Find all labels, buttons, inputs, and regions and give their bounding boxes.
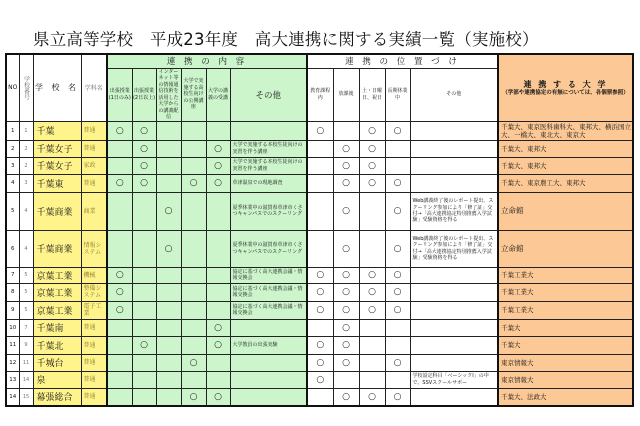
row-content-5: ○ xyxy=(206,157,230,174)
row-position-2: ○ xyxy=(333,267,359,283)
row-content-5 xyxy=(206,230,230,267)
row-school-name: 京葉工業 xyxy=(33,267,81,283)
header-position-section: 連 携 の 位 置 づ け xyxy=(307,54,498,68)
row-content-3 xyxy=(156,121,181,140)
row-content-other xyxy=(230,371,307,388)
row-content-2: ○ xyxy=(132,157,156,174)
row-content-1 xyxy=(107,388,132,406)
row-department: 家政 xyxy=(81,157,107,174)
row-content-3 xyxy=(156,140,181,157)
row-no: 9 xyxy=(6,301,19,319)
header-content-col-2: 出張授業(2日以上) xyxy=(132,68,156,121)
row-position-other: Web講義終了後のレポート提出、スクーリング参加により「修了証」交付→「高大連携協定特別推薦入学試験」受験資格を得る xyxy=(410,230,498,267)
row-content-other: 大学で実施する本校生徒向けの実習を伴う講座 xyxy=(230,140,307,157)
row-position-1 xyxy=(307,388,333,406)
row-position-other xyxy=(410,267,498,283)
row-university: 東京情報大 xyxy=(498,371,633,388)
header-content-col-5: 大学の講義の受講 xyxy=(206,68,230,121)
row-school-name: 千城台 xyxy=(33,354,81,371)
header-no: NO xyxy=(6,54,19,121)
row-school-number: 11 xyxy=(19,354,33,371)
row-position-1: ○ xyxy=(307,301,333,319)
row-school-name: 千葉 xyxy=(33,121,81,140)
row-position-3: ○ xyxy=(359,140,385,157)
row-position-3 xyxy=(359,371,385,388)
row-content-4 xyxy=(181,301,206,319)
row-no: 5 xyxy=(6,192,19,230)
row-position-3 xyxy=(359,192,385,230)
page-title: 県立高等学校 平成23年度 高大連携に関する実績一覧（実施校） xyxy=(33,30,539,49)
row-content-2 xyxy=(132,283,156,301)
row-school-name: 千葉商業 xyxy=(33,192,81,230)
table-row xyxy=(6,140,633,157)
row-no: 2 xyxy=(6,140,19,157)
row-position-4 xyxy=(385,336,410,354)
row-position-4: ○ xyxy=(385,267,410,283)
header-position-col-3: 土・日曜日、祝日 xyxy=(359,68,385,121)
row-content-other xyxy=(230,388,307,406)
row-position-4: ○ xyxy=(385,354,410,371)
row-department: 普通 xyxy=(81,140,107,157)
row-content-1: ○ xyxy=(107,174,132,192)
row-department: 情報システム xyxy=(81,230,107,267)
row-position-2: ○ xyxy=(333,388,359,406)
row-department: 普通 xyxy=(81,388,107,406)
header-department: 学科名 xyxy=(81,54,107,121)
row-position-3 xyxy=(359,319,385,336)
row-university: 千葉工業大 xyxy=(498,283,633,301)
row-content-4 xyxy=(181,319,206,336)
row-position-4: ○ xyxy=(385,301,410,319)
row-school-number: 7 xyxy=(19,319,33,336)
row-position-2: ○ xyxy=(333,301,359,319)
row-content-4 xyxy=(181,192,206,230)
row-position-3: ○ xyxy=(359,301,385,319)
row-school-number: 5 xyxy=(19,283,33,301)
row-content-5 xyxy=(206,283,230,301)
header-university: 連 携 す る 大 学 （学部や連携協定の有無については、各個票参照） xyxy=(498,54,633,121)
header-school-number: 学校番号 xyxy=(19,54,33,121)
row-content-1: ○ xyxy=(107,121,132,140)
row-content-other xyxy=(230,121,307,140)
row-content-3 xyxy=(156,301,181,319)
row-content-1: ○ xyxy=(107,267,132,283)
row-department: 普通 xyxy=(81,354,107,371)
row-position-4: ○ xyxy=(385,192,410,230)
row-position-2: ○ xyxy=(333,336,359,354)
row-position-1 xyxy=(307,230,333,267)
row-content-1 xyxy=(107,354,132,371)
row-position-4: ○ xyxy=(385,388,410,406)
row-position-4 xyxy=(385,140,410,157)
row-content-3: ○ xyxy=(156,230,181,267)
table-row xyxy=(6,336,633,354)
row-department: 普通 xyxy=(81,174,107,192)
row-position-1 xyxy=(307,319,333,336)
row-position-other xyxy=(410,283,498,301)
row-position-other xyxy=(410,174,498,192)
row-position-other xyxy=(410,121,498,140)
row-content-3 xyxy=(156,336,181,354)
row-position-1: ○ xyxy=(307,336,333,354)
row-content-4 xyxy=(181,157,206,174)
row-position-4: ○ xyxy=(385,121,410,140)
row-position-3: ○ xyxy=(359,157,385,174)
row-no: 3 xyxy=(6,157,19,174)
row-content-3 xyxy=(156,267,181,283)
row-content-3 xyxy=(156,283,181,301)
row-school-number: 2 xyxy=(19,140,33,157)
row-content-5: ○ xyxy=(206,140,230,157)
row-no: 8 xyxy=(6,283,19,301)
row-content-5 xyxy=(206,371,230,388)
row-department: 電子工業 xyxy=(81,301,107,319)
row-position-3: ○ xyxy=(359,388,385,406)
header-content-col-4: 大学で実施する高校生向けの公開講座 xyxy=(181,68,206,121)
row-position-1 xyxy=(307,192,333,230)
row-position-3: ○ xyxy=(359,283,385,301)
table-row xyxy=(6,157,633,174)
row-position-2: ○ xyxy=(333,174,359,192)
header-position-col-1: 教育課程内 xyxy=(307,68,333,121)
row-position-other xyxy=(410,319,498,336)
row-content-other: 大学教員の出張実験 xyxy=(230,336,307,354)
row-content-4 xyxy=(181,336,206,354)
row-university: 東京情報大 xyxy=(498,354,633,371)
table-row xyxy=(6,267,633,283)
row-content-1 xyxy=(107,371,132,388)
row-content-1: ○ xyxy=(107,283,132,301)
row-school-name: 千葉女子 xyxy=(33,157,81,174)
table-row xyxy=(6,230,633,267)
row-position-other xyxy=(410,301,498,319)
row-school-number: 3 xyxy=(19,174,33,192)
row-content-3 xyxy=(156,174,181,192)
row-university: 千葉工業大 xyxy=(498,301,633,319)
row-position-other: 学校設定科目「ベーシックⅠ」の中で、SSVスクールサポー xyxy=(410,371,498,388)
row-position-other xyxy=(410,140,498,157)
row-position-2: ○ xyxy=(333,157,359,174)
header-content-col-1: 出張授業(1日のみ) xyxy=(107,68,132,121)
row-content-1 xyxy=(107,140,132,157)
row-content-5 xyxy=(206,354,230,371)
row-position-1: ○ xyxy=(307,354,333,371)
row-school-number: 2 xyxy=(19,157,33,174)
row-position-4: ○ xyxy=(385,230,410,267)
row-content-other xyxy=(230,319,307,336)
row-position-2 xyxy=(333,121,359,140)
row-department: 普通 xyxy=(81,371,107,388)
row-content-1 xyxy=(107,230,132,267)
table-row xyxy=(6,121,633,140)
row-university: 立命館 xyxy=(498,192,633,230)
row-department: 機械 xyxy=(81,267,107,283)
row-position-other xyxy=(410,388,498,406)
row-position-4 xyxy=(385,157,410,174)
row-school-number: 5 xyxy=(19,267,33,283)
row-position-3 xyxy=(359,354,385,371)
row-university: 千葉大 xyxy=(498,319,633,336)
row-content-other xyxy=(230,354,307,371)
row-position-1: ○ xyxy=(307,121,333,140)
row-position-2: ○ xyxy=(333,354,359,371)
row-school-name: 千葉商業 xyxy=(33,230,81,267)
row-content-4 xyxy=(181,283,206,301)
row-no: 6 xyxy=(6,230,19,267)
row-department: 商業 xyxy=(81,192,107,230)
row-content-1 xyxy=(107,192,132,230)
row-school-number: 9 xyxy=(19,336,33,354)
table-row xyxy=(6,371,633,388)
table-row xyxy=(6,192,633,230)
header-position-col-other: その他 xyxy=(410,68,498,121)
row-school-number: 5 xyxy=(19,301,33,319)
row-school-name: 幕張総合 xyxy=(33,388,81,406)
row-position-3 xyxy=(359,230,385,267)
row-content-5: ○ xyxy=(206,319,230,336)
row-position-2: ○ xyxy=(333,283,359,301)
row-no: 1 xyxy=(6,121,19,140)
row-content-1 xyxy=(107,336,132,354)
row-university: 千葉大、東邦大 xyxy=(498,140,633,157)
row-content-5 xyxy=(206,121,230,140)
row-content-2 xyxy=(132,230,156,267)
row-content-5: ○ xyxy=(206,388,230,406)
row-school-number: 4 xyxy=(19,230,33,267)
row-position-1 xyxy=(307,140,333,157)
row-school-name: 泉 xyxy=(33,371,81,388)
row-position-other xyxy=(410,354,498,371)
header-position-col-2: 放課後 xyxy=(333,68,359,121)
row-content-5 xyxy=(206,192,230,230)
row-content-3: ○ xyxy=(156,192,181,230)
row-position-other: Web講義終了後のレポート提出、スクーリング参加により「修了証」交付→「高大連携協定特別推薦入学試験」受験資格を得る xyxy=(410,192,498,230)
row-content-2: ○ xyxy=(132,140,156,157)
row-content-4 xyxy=(181,230,206,267)
row-content-3 xyxy=(156,371,181,388)
row-content-2: ○ xyxy=(132,336,156,354)
table-row xyxy=(6,319,633,336)
header-content-section: 連 携 の 内 容 xyxy=(107,54,307,68)
results-table xyxy=(5,53,634,407)
row-position-3 xyxy=(359,336,385,354)
row-content-3 xyxy=(156,157,181,174)
row-department: 整備システム xyxy=(81,283,107,301)
row-content-5 xyxy=(206,301,230,319)
table-row xyxy=(6,174,633,192)
row-position-3: ○ xyxy=(359,174,385,192)
row-content-2 xyxy=(132,371,156,388)
row-position-2: ○ xyxy=(333,319,359,336)
row-content-2: ○ xyxy=(132,121,156,140)
row-content-3 xyxy=(156,319,181,336)
table-row xyxy=(6,388,633,406)
row-position-1: ○ xyxy=(307,283,333,301)
row-position-4: ○ xyxy=(385,174,410,192)
row-content-5: ○ xyxy=(206,174,230,192)
row-content-4 xyxy=(181,371,206,388)
row-no: 10 xyxy=(6,319,19,336)
row-content-3 xyxy=(156,388,181,406)
row-content-3 xyxy=(156,354,181,371)
row-content-1: ○ xyxy=(107,301,132,319)
row-department: 普通 xyxy=(81,319,107,336)
row-school-number: 15 xyxy=(19,388,33,406)
row-university: 立命館 xyxy=(498,230,633,267)
row-content-other: 夏季休業中の滋賀県草津市くさつキャンパスでのスクーリング xyxy=(230,230,307,267)
row-position-3: ○ xyxy=(359,267,385,283)
table-row xyxy=(6,283,633,301)
row-position-1: ○ xyxy=(307,371,333,388)
header-content-col-3: インターネット等の情報通信技術を活用した大学からの講義配信 xyxy=(156,68,181,121)
row-position-1 xyxy=(307,157,333,174)
header-school-name: 学 校 名 xyxy=(33,54,81,121)
row-position-2: ○ xyxy=(333,192,359,230)
row-content-5 xyxy=(206,267,230,283)
row-content-4 xyxy=(181,140,206,157)
row-school-number: 14 xyxy=(19,371,33,388)
row-school-name: 千葉南 xyxy=(33,319,81,336)
table-row xyxy=(6,354,633,371)
row-no: 13 xyxy=(6,371,19,388)
row-position-1 xyxy=(307,174,333,192)
row-content-2 xyxy=(132,267,156,283)
row-content-1 xyxy=(107,319,132,336)
row-position-1: ○ xyxy=(307,267,333,283)
row-position-other xyxy=(410,336,498,354)
header-position-col-4: 長期休業中 xyxy=(385,68,410,121)
row-position-2 xyxy=(333,371,359,388)
row-school-number: 4 xyxy=(19,192,33,230)
row-department: 普通 xyxy=(81,121,107,140)
row-content-4 xyxy=(181,121,206,140)
row-university: 千葉大、東京医科歯科大、東邦大、横浜国立大、一橋大、東北大、東京大 xyxy=(498,121,633,140)
header-content-col-other: その他 xyxy=(230,68,307,121)
row-content-other: 協定に基づく高大連携会議・情報交換会 xyxy=(230,301,307,319)
row-university: 千葉大 xyxy=(498,336,633,354)
row-school-name: 千葉女子 xyxy=(33,140,81,157)
row-content-2: ○ xyxy=(132,174,156,192)
row-content-other: 草津温泉での現地調査 xyxy=(230,174,307,192)
row-content-1 xyxy=(107,157,132,174)
row-no: 7 xyxy=(6,267,19,283)
row-content-other: 大学で実施する本校生徒向けの実習を伴う講座 xyxy=(230,157,307,174)
row-university: 千葉大、法政大 xyxy=(498,388,633,406)
row-content-2 xyxy=(132,319,156,336)
row-content-other: 協定に基づく高大連携会議・情報交換会 xyxy=(230,283,307,301)
row-school-number: 1 xyxy=(19,121,33,140)
row-school-name: 京葉工業 xyxy=(33,301,81,319)
row-position-2: ○ xyxy=(333,230,359,267)
row-content-other: 夏季休業中の滋賀県草津市くさつキャンパスでのスクーリング xyxy=(230,192,307,230)
row-position-2: ○ xyxy=(333,140,359,157)
row-university: 千葉工業大 xyxy=(498,267,633,283)
row-content-4: ○ xyxy=(181,174,206,192)
row-school-name: 京葉工業 xyxy=(33,283,81,301)
row-position-3: ○ xyxy=(359,121,385,140)
row-no: 14 xyxy=(6,388,19,406)
row-content-4: ○ xyxy=(181,354,206,371)
row-university: 千葉大、東京農工大、東邦大 xyxy=(498,174,633,192)
row-content-2 xyxy=(132,301,156,319)
row-school-name: 千葉東 xyxy=(33,174,81,192)
row-university: 千葉大、東邦大 xyxy=(498,157,633,174)
row-no: 4 xyxy=(6,174,19,192)
row-no: 11 xyxy=(6,336,19,354)
row-department: 普通 xyxy=(81,336,107,354)
table-row xyxy=(6,301,633,319)
row-position-4 xyxy=(385,371,410,388)
row-content-other: 協定に基づく高大連携会議・情報交換会 xyxy=(230,267,307,283)
row-position-other xyxy=(410,157,498,174)
row-content-2 xyxy=(132,192,156,230)
row-content-4: ○ xyxy=(181,388,206,406)
row-position-4 xyxy=(385,319,410,336)
row-position-4: ○ xyxy=(385,283,410,301)
row-no: 12 xyxy=(6,354,19,371)
row-school-name: 千葉北 xyxy=(33,336,81,354)
row-content-2 xyxy=(132,354,156,371)
row-content-4 xyxy=(181,267,206,283)
row-content-2 xyxy=(132,388,156,406)
row-content-5: ○ xyxy=(206,336,230,354)
